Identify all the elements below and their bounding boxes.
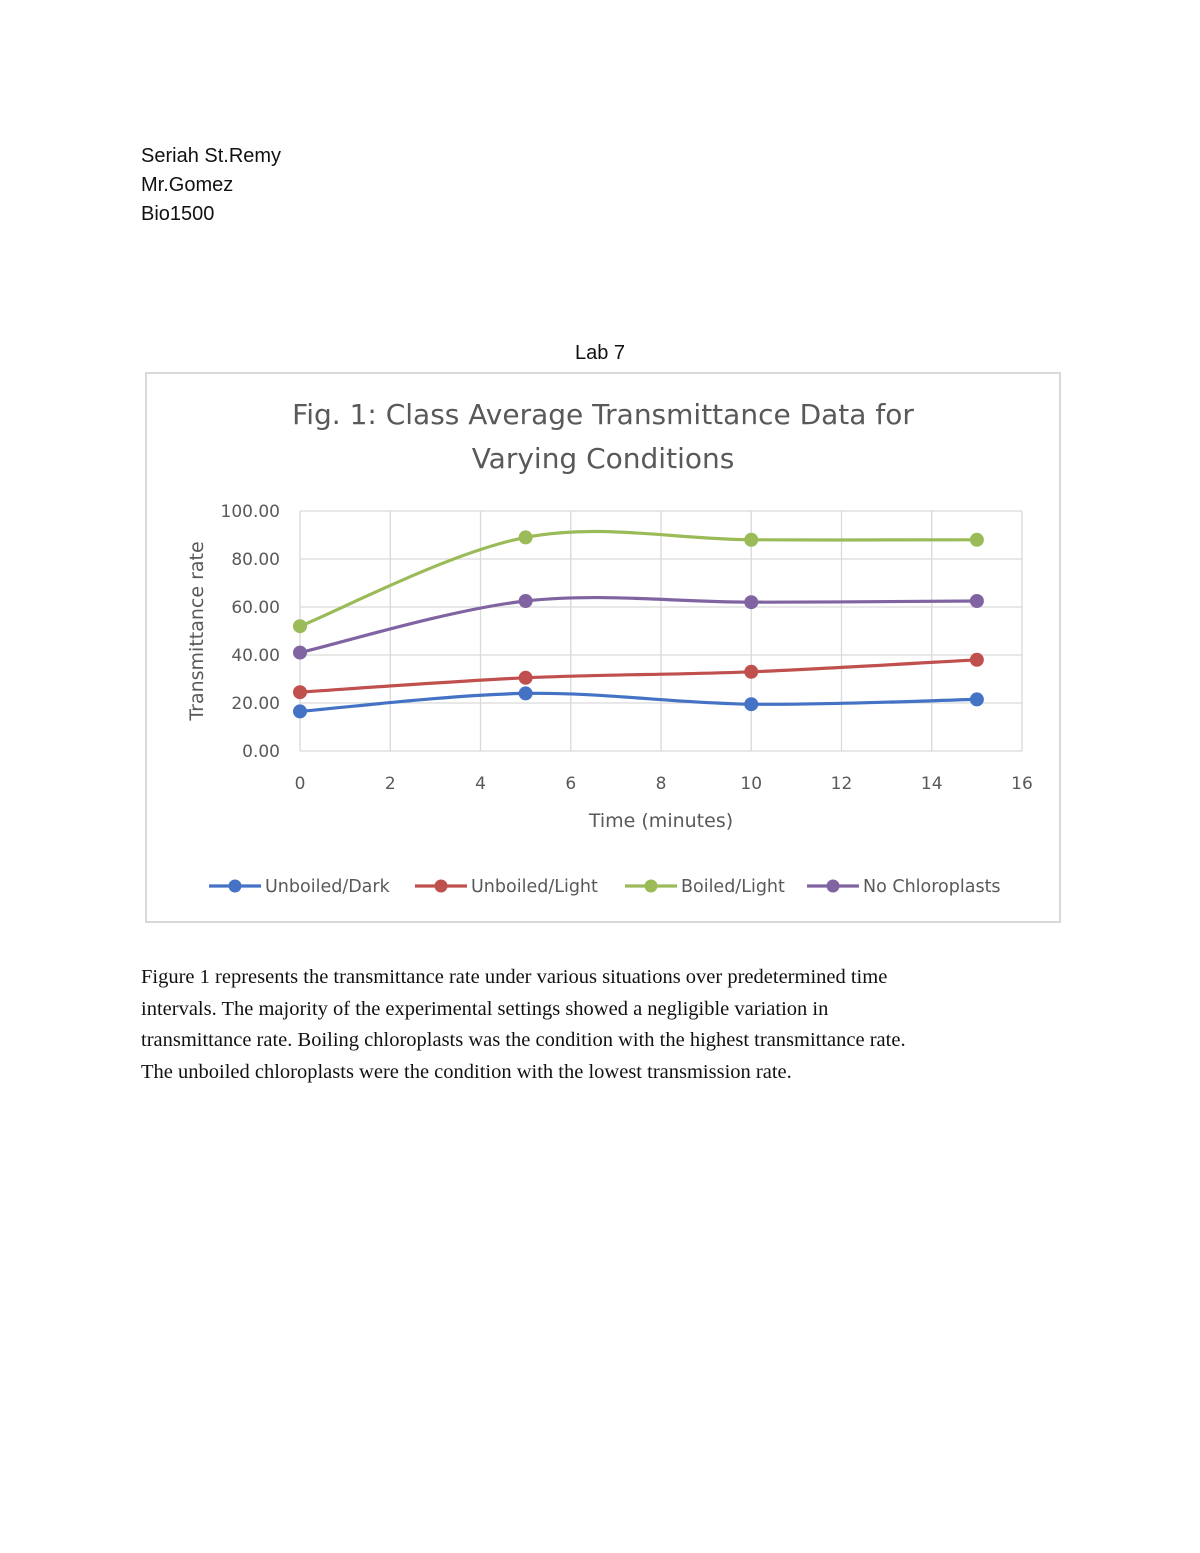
legend-label: Boiled/Light: [681, 877, 785, 897]
x-axis-title: Time (minutes): [588, 810, 734, 832]
x-tick-label: 2: [384, 774, 396, 794]
x-tick-label: 4: [475, 774, 486, 794]
chart-title-line: Varying Conditions: [471, 442, 735, 475]
document-header: [141, 142, 281, 229]
teacher-name: Mr.Gomez: [141, 174, 234, 196]
y-tick-label: 60.00: [231, 598, 280, 618]
caption-line: transmittance rate. Boiling chloroplasts was the condition with the highest transmittance rate.: [141, 1029, 906, 1051]
author-name: Seriah St.Remy: [141, 145, 282, 167]
caption-line: intervals. The majority of the experimental settings showed a negligible variation in: [141, 997, 829, 1020]
x-tick-label: 12: [830, 774, 853, 794]
legend-label: Unboiled/Dark: [265, 877, 390, 897]
lab-title: Lab 7: [574, 342, 626, 364]
line-chart: [147, 374, 1059, 921]
y-tick-label: 100.00: [220, 502, 280, 522]
series-line: [300, 598, 977, 653]
data-point: [519, 531, 532, 544]
data-point: [970, 693, 983, 706]
y-tick-label: 40.00: [231, 646, 280, 666]
chart-frame: [145, 372, 1061, 923]
data-point: [745, 533, 758, 546]
y-axis-title: Transmittance rate: [186, 541, 208, 721]
data-point: [745, 665, 758, 678]
x-tick-label: 16: [1011, 774, 1033, 794]
data-point: [745, 698, 758, 711]
y-tick-label: 20.00: [231, 694, 280, 714]
x-tick-label: 14: [920, 774, 943, 794]
data-point: [519, 687, 532, 700]
data-point: [294, 686, 307, 699]
data-point: [970, 595, 983, 608]
figure-caption: [141, 962, 1041, 1088]
legend-marker: [645, 880, 658, 893]
data-point: [519, 595, 532, 608]
series-line: [300, 660, 977, 692]
legend-marker: [827, 880, 840, 893]
caption-line: The unboiled chloroplasts were the condition with the lowest transmission rate.: [141, 1060, 792, 1083]
series-line: [300, 531, 977, 626]
caption-line: Figure 1 represents the transmittance rate under various situations over predetermined time: [141, 966, 888, 988]
data-point: [294, 620, 307, 633]
x-tick-label: 10: [740, 774, 763, 794]
legend-marker: [435, 880, 448, 893]
x-tick-label: 8: [655, 774, 667, 794]
data-point: [970, 533, 983, 546]
legend-label: Unboiled/Light: [471, 877, 598, 897]
data-point: [519, 671, 532, 684]
legend-label: No Chloroplasts: [863, 877, 1001, 897]
y-tick-label: 0.00: [242, 742, 280, 762]
data-point: [294, 646, 307, 659]
chart-title-line: Fig. 1: Class Average Transmittance Data for: [292, 398, 914, 431]
data-point: [745, 596, 758, 609]
y-tick-label: 80.00: [231, 550, 280, 570]
x-tick-label: 0: [294, 774, 306, 794]
course-code: Bio1500: [141, 203, 215, 225]
data-point: [294, 705, 307, 718]
legend-marker: [229, 880, 242, 893]
x-tick-label: 6: [565, 774, 577, 794]
data-point: [970, 653, 983, 666]
